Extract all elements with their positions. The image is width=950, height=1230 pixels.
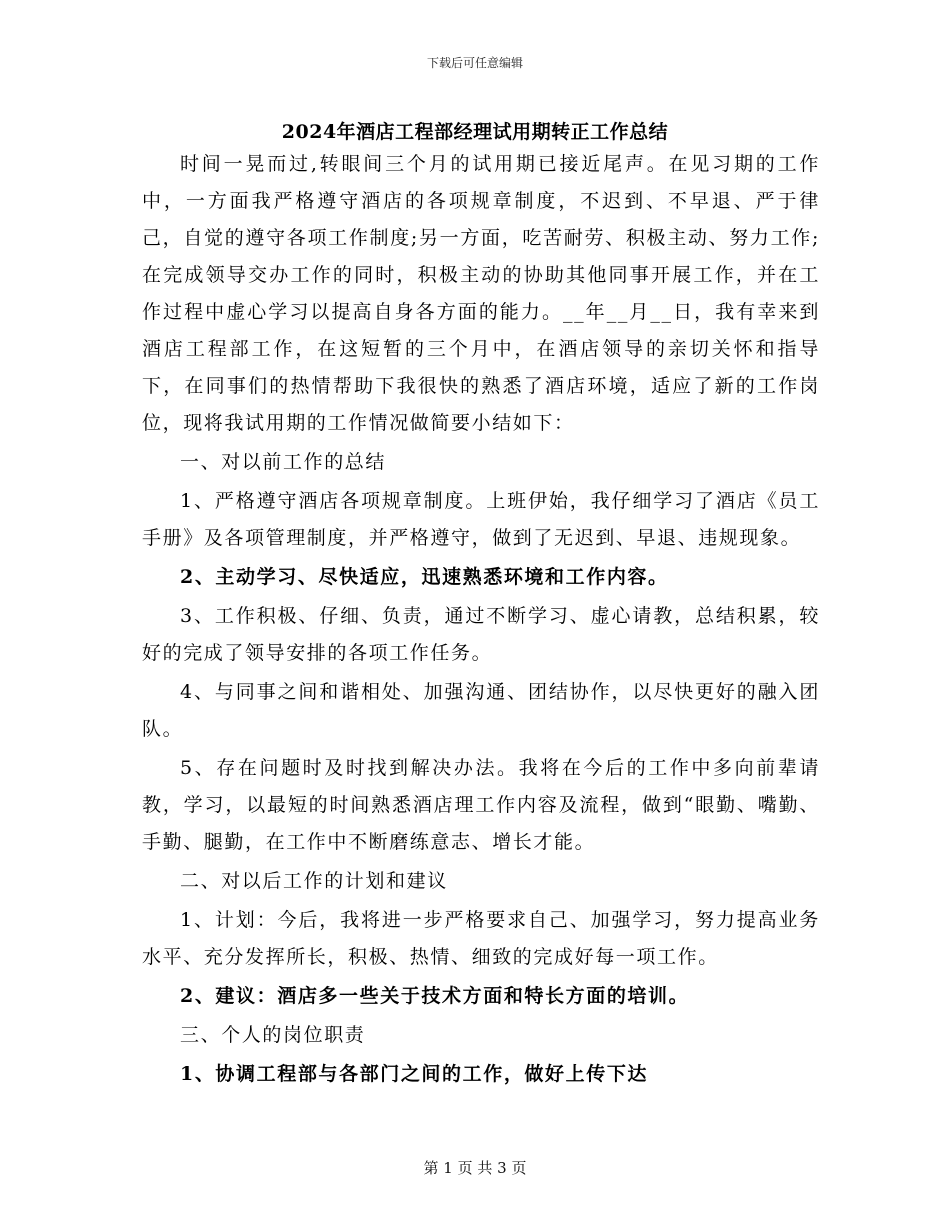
document-body	[142, 146, 820, 1093]
section-heading-future-plan: 二、对以后工作的计划和建议	[180, 870, 448, 892]
list-item-plan: 1、计划：今后，我将进一步严格要求自己、加强学习，努力提高业务水平、充分发挥所长，积极、热情、细致的完成好每一项工作。	[142, 909, 820, 968]
list-item-rules: 1、严格遵守酒店各项规章制度。上班伊始，我仔细学习了酒店《员工手册》及各项管理制度，并严格遵守，做到了无迟到、早退、违规现象。	[142, 490, 820, 549]
list-item-adapt: 2、主动学习、尽快适应，迅速熟悉环境和工作内容。	[180, 566, 669, 588]
intro-paragraph: 时间一晃而过,转眼间三个月的试用期已接近尾声。在见习期的工作中，一方面我严格遵守酒店的各项规章制度，不迟到、不早退、严于律己，自觉的遵守各项工作制度;另一方面，吃苦耐劳、积极主动、努力工作;在完成领导交办工作的同时，积极主动的协助其他同事开展工作，并在工作过程中虚心学习以提高自身各方面的能力。__年__月__日，我有幸来到酒店工程部工作，在这短暂的三个月中，在酒店领导的亲切关怀和指导下，在同事们的热情帮助下我很快的熟悉了酒店环境，适应了新的工作岗位，现将我试用期的工作情况做简要小结如下：	[142, 153, 820, 434]
list-item-teamwork: 4、与同事之间和谐相处、加强沟通、团结协作，以尽快更好的融入团队。	[142, 681, 820, 740]
section-heading-duties: 三、个人的岗位职责	[180, 1024, 366, 1046]
section-heading-past-work: 一、对以前工作的总结	[180, 451, 387, 473]
page-number-footer: 第 1 页 共 3 页	[423, 1159, 527, 1177]
list-item-suggestion: 2、建议：酒店多一些关于技术方面和特长方面的培训。	[180, 985, 690, 1007]
header-note: 下载后可任意编辑	[426, 56, 523, 70]
document-title: 2024年酒店工程部经理试用期转正工作总结	[281, 121, 669, 143]
list-item-diligence: 3、工作积极、仔细、负责，通过不断学习、虚心请教，总结积累，较好的完成了领导安排的各项工作任务。	[142, 605, 820, 664]
list-item-duty-coordination: 1、协调工程部与各部门之间的工作，做好上传下达	[180, 1063, 649, 1085]
list-item-problem-solving: 5、存在问题时及时找到解决办法。我将在今后的工作中多向前辈请教，学习，以最短的时间熟悉酒店理工作内容及流程，做到“眼勤、嘴勤、手勤、腿勤，在工作中不断磨练意志、增长才能。	[142, 757, 820, 853]
